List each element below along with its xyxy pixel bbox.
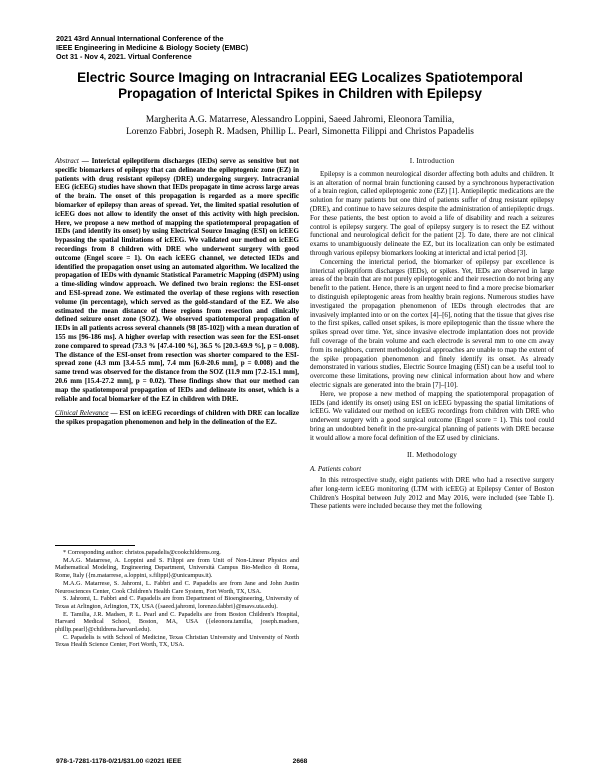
abstract-text: — Interictal epileptiform discharges (IEDs) serve as sensitive but not specific biomarkers of epilepsy that can delineate the epileptogenic zone (EZ) in patients with drug resistant epilepsy (DRE) undergoing surgery. Intracranial EEG (icEEG) studies have shown that IEDs propagate in time across large areas of the brain. The onset of this propagation is regarded as a more specific biomarker of epilepsy than areas of spread. Yet, the limited spatial resolution of icEEG does not allow to identify the onset of this activity with high precision. Here, we propose a new method of mapping the spatiotemporal propagation of IEDs (and identify its onset) by using Electrical Source Imaging (ESI) on icEEG bypassing the spatial limitations of icEEG. We validated our method on icEEG recordings from 8 children with DRE who underwent surgery with good outcome (Engel score = 1). On each icEEG channel, we detected IEDs and identified the propagation onset using an automated algorithm. We localized the propagation of IEDs with dynamic Statistical Parametric Mapping (dSPM) using a time-sliding window approach. We defined two brain regions: the ESI-onset and ESI-spread zone. We estimated the overlap of these regions with resection volume (in percentage), which served as the gold-standard of the EZ. We also estimated the mean distance of these regions from resection and clinically defined seizure onset zone (SOZ). We observed spatiotemporal propagation of IEDs in all patients across several channels (98 [85-102]) with a mean duration of 155 ms [96-186 ms]. A higher overlap with resection was seen for the ESI-onset zone compared to spread (73.3 % [47.4-100 %], 36.5 % [20.3-69.9 %], p = 0.008). The distance of the ESI-onset from resection was shorter compared to the ESI-spread zone (4.3 mm [3.4-5.5 mm], 7.4 mm [6.0-20.6 mm], p = 0.008) and the same trend was observed for the distance from the SOZ (11.9 mm [7.2-15.1 mm], 20.6 mm [15.4-27.2 mm], p = 0.02). These findings show that our method can map the spatiotemporal propagation of IEDs and delineate its onset, which is a reliable and focal biomarker of the EZ in children with DRE. xyxy=(55,157,299,403)
clinical-relevance-lead: Clinical Relevance xyxy=(55,409,109,418)
clinical-relevance xyxy=(55,409,299,427)
clinical-relevance-text: — ESI on icEEG recordings of children with DRE can localize the spikes propagation phenomenon and help in the delineation of the EZ. xyxy=(55,409,299,427)
paragraph: Concerning the interictal period, the biomarker of epilepsy par excellence is interictal epileptiform discharges (IEDs), or spikes. Yet, IEDs are observed in large areas of the brain that are not purely epileptogenic and their resection do not bring any benefit to the patient. Hence, there is an urgent need to find a more precise biomarker to distinguish epileptogenic areas from healthy brain regions. Numerous studies have investigated the propagation phenomenon of IEDs through electrodes that are invasively implanted into or on the cortex [4]–[6], noting that the tissue that gives rise to the first spikes, called onset spikes, is more epileptogenic than the tissue where the spikes spread over time. Yet, since invasive electrode implantation does not provide full coverage of the brain volume and each electrode is several mm to one cm away from its neighbors, current methodological approaches are unable to map the extent of the spike propagation phenomenon and finely identify its onset. As already demonstrated in various studies, Electric Source Imaging (ESI) can be a useful tool to overcome these limitations, proving new clinical information about how and where electric signals are generated into the brain [7]–[10]. xyxy=(310,257,554,389)
paper-title: Electric Source Imaging on Intracranial EEG Localizes Spatiotemporal Propagation of Interictal Spikes in Children with Epilepsy xyxy=(77,70,523,101)
footnote: S. Jahromi, L. Fabbri and C. Papadelis are from Department of Bioengineering, University of Texas at Arlington, Arlington, TX, USA ({saeed.jahromi, lorenzo.fabbri}@mavs.uta.edu). xyxy=(55,595,299,610)
footer-isbn: 978-1-7281-1178-0/21/$31.00 ©2021 IEEE xyxy=(56,758,182,765)
right-column xyxy=(310,157,554,511)
paragraph: In this retrospective study, eight patients with DRE who had a resective surgery after long-term icEEG monitoring (LTM with icEEG) at Epilepsy Center of Boston Children's Hospital between July 2012 and May 2016, were included (see Table I). These patients were included because they met the following xyxy=(310,476,554,511)
footnote: M.A.G. Matarrese, A. Loppini and S. Filippi are from Unit of Non-Linear Physics and Mathematical Modeling, Engineering Department, Università Campus Bio-Medico di Roma, Rome, Italy ({m.matarrese, a.loppini, s.filippi}@unicampus.it). xyxy=(55,556,299,580)
author-line-1: Margherita A.G. Matarrese, Alessandro Loppini, Saeed Jahromi, Eleonora Tamilia, xyxy=(145,115,455,125)
section-heading-introduction: I. Introduction xyxy=(409,157,455,165)
footnote: * Corresponding author: christos.papadelis@cookchildrens.org. xyxy=(63,549,221,556)
conference-line-3: Oct 31 - Nov 4, 2021. Virtual Conference xyxy=(56,52,192,61)
footnote-divider xyxy=(55,545,135,546)
page-number: 2668 xyxy=(292,758,308,765)
paragraph: Here, we propose a new method of mapping the spatiotemporal propagation of IEDs (and identify its onset) using ESI on icEEG bypassing the spatial limitations of icEEG. We validated our method on icEEG recordings from children with DRE who underwent surgery with a good surgical outcome (Engel score = 1). This tool could bring an undoubted benefit in the pre-surgical planning of patients with DRE because it would allow a more focal definition of the EZ used by clinicians. xyxy=(310,389,554,442)
author-line-2: Lorenzo Fabbri, Joseph R. Madsen, Phillip L. Pearl, Simonetta Filippi and Christos Papadelis xyxy=(126,127,474,137)
subsection-heading-patients-cohort: A. Patients cohort xyxy=(310,465,362,474)
footnote: M.A.G. Matarrese, S. Jahromi, L. Fabbri and C. Papadelis are from Jane and John Justin Neurosciences Center, Cook Children's Health Care System, Fort Worth, TX, USA. xyxy=(55,579,299,595)
abstract-lead: Abstract xyxy=(55,157,79,165)
left-column xyxy=(55,157,299,427)
author-list xyxy=(40,114,560,138)
footnote: E. Tamilia, J.R. Madsen, P. L. Pearl and C. Papadelis are from Boston Children's Hospital, Harvard Medical School, Boston, MA, USA ({eleonora.tamilia, joseph.madsen, phillip.pearl}@childrens.harvard.edu). xyxy=(55,610,299,634)
spacer xyxy=(310,443,554,451)
section-heading-methodology: II. Methodology xyxy=(406,450,458,459)
paragraph: Epilepsy is a common neurological disorder affecting both adults and children. It is an alteration of normal brain functioning caused by a synchronous hyperactivation of a brain region, called epileptogenic zone (EZ) [1]. Antiepileptic medications are the solution for many patients but one third of patients suffer of drug resistant epilepsy (DRE), and continue to have seizures despite the administration of antiepileptic drugs. For these patients, the best option to avoid a life of disability and reach a seizures control is epilepsy surgery. The goal of epilepsy surgery is to resect the EZ without functional and neurological deficit for the patient [2]. To date, there are not clinical exams to unambiguously delineate the EZ, but its localization can only be estimated through various epilepsy biomarkers looking at interictal and ictal period [3]. xyxy=(310,169,554,257)
conference-line-2: IEEE Engineering in Medicine & Biology Society (EMBC) xyxy=(56,43,249,52)
footnotes xyxy=(55,545,299,649)
abstract xyxy=(55,157,299,403)
conference-line-1: 2021 43rd Annual International Conference of the xyxy=(56,34,224,43)
footnote: C. Papadelis is with School of Medicine, Texas Christian University and University of North Texas Health Science Center, Fort Worth, TX, USA. xyxy=(55,633,299,649)
conference-header xyxy=(56,34,248,61)
